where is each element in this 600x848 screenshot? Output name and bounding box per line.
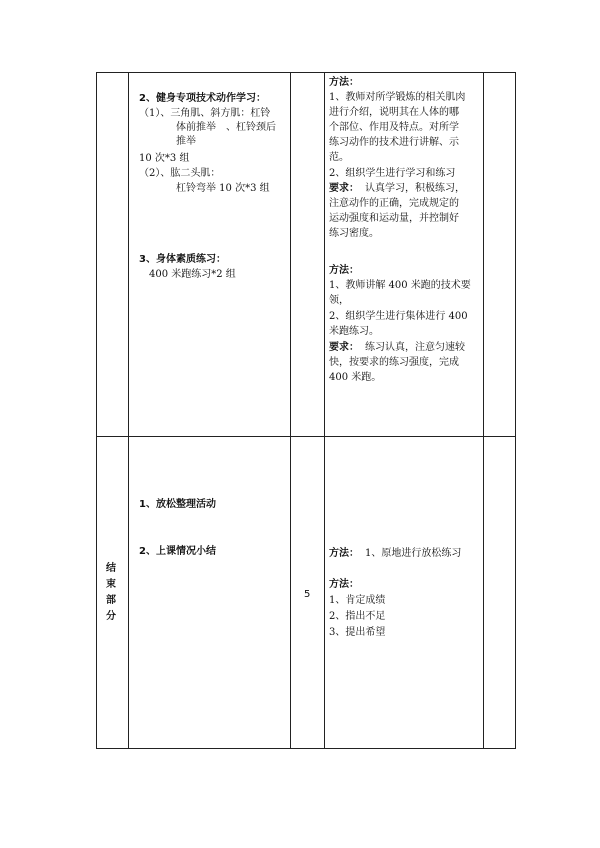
item1-line2: 体前推举 、杠铃颈后 [176, 122, 276, 133]
item2-line2: 杠铃弯举 10 次*3 组 [176, 183, 270, 194]
method-1-line4: 练习动作的技术进行讲解、示 [329, 137, 459, 148]
item2-line1: （2）、肱二头肌： [139, 168, 221, 179]
item1-sets: 10 次*3 组 [139, 153, 190, 164]
method-label-1: 方法： [329, 77, 359, 88]
method-1-line1: 1、教师对所学锻炼的相关肌肉 [329, 92, 466, 103]
fitness-skill-heading: 2、健身专项技术动作学习： [139, 93, 266, 104]
requirement-label-2: 要求： [329, 342, 359, 353]
requirement-2-first: 练习认真，注意匀速较 [365, 342, 465, 353]
method-1-line3: 个部位、作用及特点。对所学 [329, 122, 459, 133]
content-column-divider [290, 72, 291, 749]
table-bottom-border [96, 748, 516, 749]
method-3-line1: 1、教师讲解 400 米跑的技术要 [329, 280, 471, 291]
end-method-label-2: 方法： [329, 579, 359, 590]
requirement-1-line3: 运动强度和运动量，并控制好 [329, 213, 459, 224]
end-method-1: 1、原地进行放松练习 [365, 548, 462, 559]
requirement-2-line2: 快，按要求的练习强度，完成 [329, 357, 459, 368]
requirement-1-first: 认真学习，积极练习， [365, 183, 465, 194]
section-label-char-4: 分 [106, 611, 116, 622]
requirement-1-line2: 注意动作的正确，完成规定的 [329, 198, 459, 209]
section-label-char-3: 部 [106, 595, 116, 606]
requirement-2-line3: 400 米跑。 [329, 372, 382, 383]
table-left-border [96, 72, 97, 749]
section-label-char-2: 束 [106, 579, 116, 590]
requirement-1-line4: 练习密度。 [329, 228, 379, 239]
method-1-line5: 范。 [329, 152, 349, 163]
physical-quality-item: 400 米跑练习*2 组 [149, 269, 236, 280]
section-divider [96, 436, 516, 437]
end-point-2: 2、指出不足 [329, 611, 386, 622]
item1-line1: （1）、三角肌、斜方肌：杠铃 [139, 108, 271, 119]
method-3-line2: 领， [329, 295, 349, 306]
end-point-1: 1、肯定成绩 [329, 595, 386, 606]
class-summary: 2、上课情况小结 [139, 546, 216, 557]
relax-activity: 1、放松整理活动 [139, 499, 216, 510]
item1-line3: 推举 [176, 136, 196, 147]
method-1-line2: 进行介绍，说明其在人体的哪 [329, 107, 459, 118]
section-label-char-1: 结 [106, 563, 116, 574]
end-method-label-1: 方法： [329, 548, 359, 559]
method-4-line1: 2、组织学生进行集体进行 400 [329, 311, 468, 322]
end-point-3: 3、提出希望 [329, 627, 386, 638]
time-minutes: 5 [304, 589, 311, 600]
method-4-line2: 米跑练习。 [329, 326, 379, 337]
time-column-divider [324, 72, 325, 749]
method-label-2: 方法： [329, 265, 359, 276]
label-column-divider [128, 72, 129, 749]
method-2: 2、组织学生进行学习和练习 [329, 168, 456, 179]
table-right-border [515, 72, 516, 749]
physical-quality-heading: 3、身体素质练习： [139, 254, 226, 265]
requirement-label-1: 要求： [329, 183, 359, 194]
method-column-divider [483, 72, 484, 749]
table-top-border [96, 72, 516, 73]
